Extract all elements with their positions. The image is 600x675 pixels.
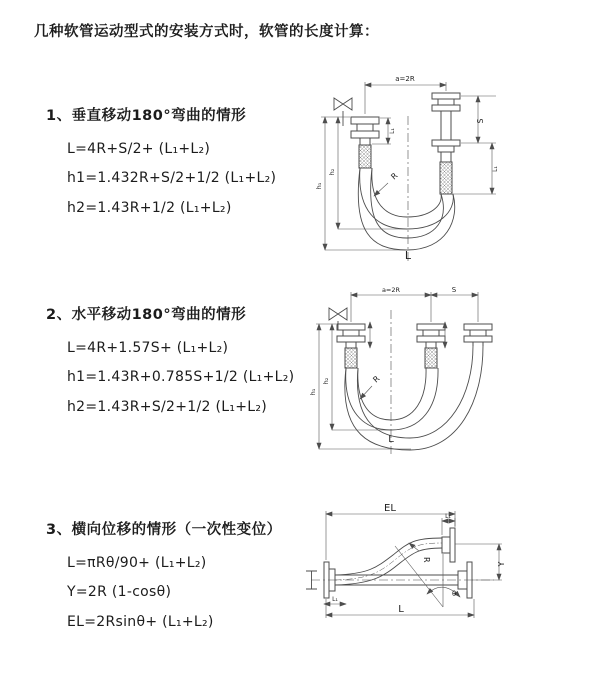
hose-u-curves [345, 346, 483, 450]
hose-end-middle [417, 324, 445, 368]
dim-label-span: a=2R [381, 286, 401, 294]
hose-end-left [337, 324, 365, 368]
dim-label-fitting-top: L₁ [445, 513, 451, 520]
formula-line: L=4R+S/2+ (L₁+L₂) [67, 140, 211, 157]
dim-label-h2: h₂ [322, 377, 330, 385]
dim-label-offset: Y [497, 561, 506, 567]
dim-label-stroke: S [476, 118, 485, 124]
page-title: 几种软管运动型式的安装方式时，软管的长度计算： [34, 24, 379, 40]
dim-label-radius: R [389, 171, 400, 182]
dim-label-fitting-left: L₁ [332, 596, 338, 603]
formula-line: h2=1.43R+S/2+1/2 (L₁+L₂) [67, 398, 268, 415]
valve-icon [334, 98, 352, 126]
formula-line: EL=2Rsinθ+ (L₁+L₂) [67, 613, 214, 630]
formula-line: h1=1.432R+S/2+1/2 (L₁+L₂) [67, 170, 277, 187]
dim-label-span: a=2R [395, 75, 415, 83]
dim-label-radius: R [422, 557, 431, 563]
hose-end-left [351, 117, 379, 168]
section-1 [46, 104, 316, 223]
section-3-formulas [46, 548, 316, 637]
dim-label-fitting-left: L₁ [389, 128, 396, 134]
section-1-formulas [46, 134, 316, 223]
formula-line: Y=2R (1-cosθ) [67, 584, 172, 601]
hose-end-right [432, 93, 460, 194]
dim-label-h1: h₁ [315, 182, 323, 190]
formula-line: L=πRθ/90+ (L₁+L₂) [67, 554, 207, 571]
flange-upper-right [442, 528, 455, 562]
dim-label-length: L [398, 604, 404, 615]
dim-label-el: EL [384, 503, 396, 514]
dim-label-fitting-right: L₁ [492, 166, 499, 172]
formula-line: h2=1.43R+1/2 (L₁+L₂) [67, 199, 232, 216]
section-3 [46, 518, 316, 637]
dimension-lines [324, 511, 502, 618]
dim-label-h2: h₂ [328, 168, 336, 176]
dim-label-length: L [388, 434, 394, 445]
section-3-heading: 3、横向位移的情形（一次性变位） [46, 522, 282, 538]
dim-label-stroke: S [451, 286, 457, 294]
dim-label-radius: R [371, 374, 382, 385]
diagram-lateral-offset [298, 500, 598, 650]
dim-label-angle: θ [452, 590, 457, 598]
dim-label-h1: h₁ [309, 388, 317, 396]
section-2 [46, 303, 316, 422]
formula-line: h1=1.43R+0.785S+1/2 (L₁+L₂) [67, 369, 295, 386]
diagram-horizontal-180 [306, 282, 591, 457]
formula-line: L=4R+1.57S+ (L₁+L₂) [67, 339, 229, 356]
dim-label-length: L [404, 249, 412, 262]
section-2-heading: 2、水平移动180°弯曲的情形 [46, 307, 247, 323]
section-1-heading: 1、垂直移动180°弯曲的情形 [46, 108, 247, 124]
diagram-vertical-180 [308, 70, 588, 265]
hose-end-right [464, 324, 492, 346]
section-2-formulas [46, 333, 316, 422]
